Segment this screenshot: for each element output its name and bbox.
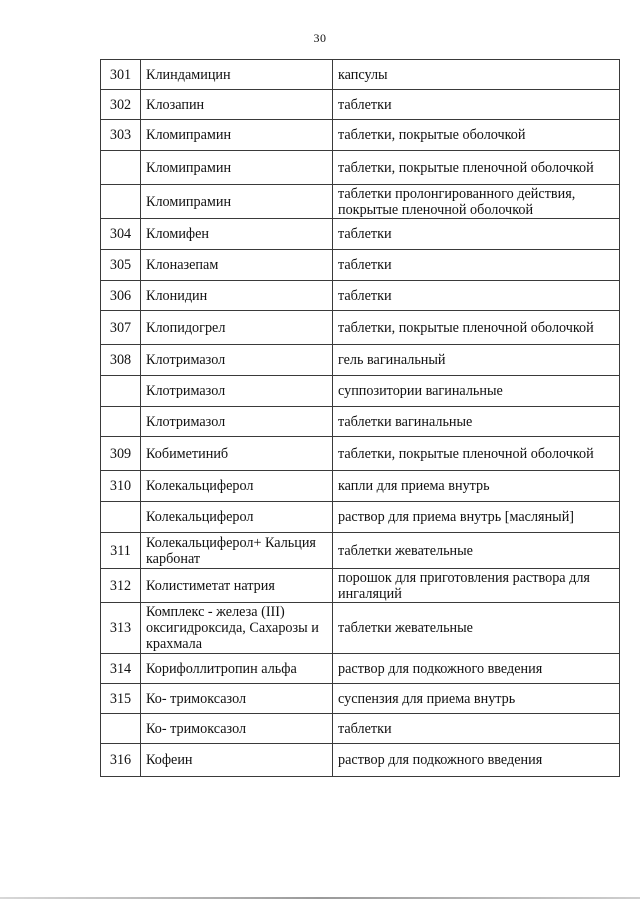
row-number-cell: 307 xyxy=(101,311,141,345)
row-number-cell: 305 xyxy=(101,250,141,281)
page-number: 30 xyxy=(313,31,327,45)
table-row xyxy=(101,407,620,437)
dosage-form-cell: таблетки xyxy=(333,90,620,120)
drug-name-cell: Колекальциферол xyxy=(141,471,333,502)
table-row xyxy=(101,219,620,250)
dosage-form-cell: таблетки xyxy=(333,714,620,744)
drug-name-cell: Колекальциферол+ Кальция карбонат xyxy=(141,533,333,569)
dosage-form-cell: таблетки xyxy=(333,250,620,281)
drug-name-cell: Ко- тримоксазол xyxy=(141,714,333,744)
row-number-cell: 315 xyxy=(101,684,141,714)
dosage-form-cell: таблетки жевательные xyxy=(333,533,620,569)
table-row xyxy=(101,437,620,471)
table-row xyxy=(101,471,620,502)
table-row xyxy=(101,120,620,151)
row-number-cell: 302 xyxy=(101,90,141,120)
dosage-form-cell: раствор для приема внутрь [масляный] xyxy=(333,502,620,533)
drug-name-cell: Кломипрамин xyxy=(141,120,333,151)
drug-name-cell: Клопидогрел xyxy=(141,311,333,345)
row-number-cell: 310 xyxy=(101,471,141,502)
drug-name-cell: Кофеин xyxy=(141,744,333,777)
table-row xyxy=(101,345,620,376)
row-number-cell: 313 xyxy=(101,603,141,654)
drug-name-cell: Клиндамицин xyxy=(141,60,333,90)
scan-edge-line xyxy=(0,897,640,899)
dosage-form-cell: таблетки жевательные xyxy=(333,603,620,654)
drug-list-table xyxy=(100,59,620,777)
dosage-form-cell: суппозитории вагинальные xyxy=(333,376,620,407)
dosage-form-cell: таблетки, покрытые пленочной оболочкой xyxy=(333,311,620,345)
row-number-cell: 312 xyxy=(101,569,141,603)
drug-list-body xyxy=(101,60,620,777)
row-number-cell: 306 xyxy=(101,281,141,311)
drug-name-cell: Колекальциферол xyxy=(141,502,333,533)
drug-name-cell: Комплекс - железа (III) оксигидроксида, Сахарозы и крахмала xyxy=(141,603,333,654)
table-row xyxy=(101,60,620,90)
row-number-cell: 308 xyxy=(101,345,141,376)
table-row xyxy=(101,502,620,533)
dosage-form-cell: капли для приема внутрь xyxy=(333,471,620,502)
dosage-form-cell: раствор для подкожного введения xyxy=(333,744,620,777)
row-number-cell xyxy=(101,151,141,185)
dosage-form-cell: раствор для подкожного введения xyxy=(333,654,620,684)
dosage-form-cell: таблетки xyxy=(333,281,620,311)
table-row xyxy=(101,603,620,654)
drug-name-cell: Клоназепам xyxy=(141,250,333,281)
dosage-form-cell: гель вагинальный xyxy=(333,345,620,376)
table-row xyxy=(101,569,620,603)
table-row xyxy=(101,744,620,777)
drug-name-cell: Кломифен xyxy=(141,219,333,250)
row-number-cell xyxy=(101,185,141,219)
drug-name-cell: Колистиметат натрия xyxy=(141,569,333,603)
row-number-cell: 309 xyxy=(101,437,141,471)
table-row xyxy=(101,281,620,311)
table-row xyxy=(101,376,620,407)
row-number-cell xyxy=(101,502,141,533)
drug-name-cell: Клотримазол xyxy=(141,345,333,376)
row-number-cell xyxy=(101,407,141,437)
row-number-cell: 311 xyxy=(101,533,141,569)
row-number-cell: 316 xyxy=(101,744,141,777)
dosage-form-cell: таблетки, покрытые оболочкой xyxy=(333,120,620,151)
dosage-form-cell: капсулы xyxy=(333,60,620,90)
table-row xyxy=(101,654,620,684)
row-number-cell xyxy=(101,714,141,744)
drug-name-cell: Клонидин xyxy=(141,281,333,311)
drug-name-cell: Корифоллитропин альфа xyxy=(141,654,333,684)
drug-name-cell: Кломипрамин xyxy=(141,151,333,185)
table-row xyxy=(101,185,620,219)
row-number-cell: 301 xyxy=(101,60,141,90)
table-row xyxy=(101,714,620,744)
drug-name-cell: Кломипрамин xyxy=(141,185,333,219)
table-row xyxy=(101,151,620,185)
row-number-cell xyxy=(101,376,141,407)
drug-name-cell: Клотримазол xyxy=(141,376,333,407)
dosage-form-cell: таблетки пролонгированного действия, покрытые пленочной оболочкой xyxy=(333,185,620,219)
table-row xyxy=(101,533,620,569)
table-row xyxy=(101,311,620,345)
row-number-cell: 303 xyxy=(101,120,141,151)
dosage-form-cell: таблетки xyxy=(333,219,620,250)
drug-name-cell: Клозапин xyxy=(141,90,333,120)
drug-name-cell: Ко- тримоксазол xyxy=(141,684,333,714)
table-row xyxy=(101,684,620,714)
row-number-cell: 314 xyxy=(101,654,141,684)
row-number-cell: 304 xyxy=(101,219,141,250)
dosage-form-cell: таблетки, покрытые пленочной оболочкой xyxy=(333,151,620,185)
drug-name-cell: Кобиметиниб xyxy=(141,437,333,471)
dosage-form-cell: таблетки, покрытые пленочной оболочкой xyxy=(333,437,620,471)
dosage-form-cell: суспензия для приема внутрь xyxy=(333,684,620,714)
table-row xyxy=(101,90,620,120)
drug-name-cell: Клотримазол xyxy=(141,407,333,437)
dosage-form-cell: порошок для приготовления раствора для ингаляций xyxy=(333,569,620,603)
table-row xyxy=(101,250,620,281)
dosage-form-cell: таблетки вагинальные xyxy=(333,407,620,437)
